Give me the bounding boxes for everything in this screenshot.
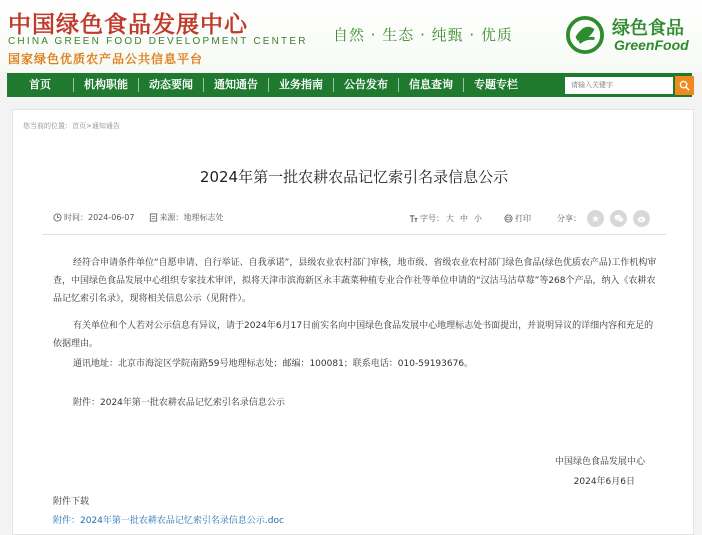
signature-date: 2024年6月6日 bbox=[573, 477, 635, 487]
article-meta bbox=[53, 212, 224, 223]
share-qzone-button[interactable] bbox=[587, 210, 604, 227]
contact-paragraph: 通讯地址：北京市海淀区学院南路59号地理标志处；邮编：100081；联系电话：010-59193676。 bbox=[73, 359, 474, 369]
wechat-icon bbox=[614, 214, 624, 223]
meta-divider bbox=[42, 234, 666, 235]
attachment-note: 附件：2024年第一批农耕农品记忆索引名录信息公示 bbox=[73, 398, 285, 408]
search-icon bbox=[679, 80, 690, 91]
nav-item-news[interactable]: 动态要闻 bbox=[149, 78, 193, 91]
font-size-label: 字号： bbox=[420, 214, 444, 223]
nav-item-guide[interactable]: 业务指南 bbox=[279, 78, 323, 91]
article-title: 2024年第一批农耕农品记忆索引名录信息公示 bbox=[199, 168, 509, 186]
download-heading: 附件下载 bbox=[53, 497, 90, 507]
weibo-icon bbox=[637, 214, 647, 223]
article-panel bbox=[12, 109, 694, 535]
nav-item-topics[interactable]: 专题专栏 bbox=[474, 78, 518, 91]
clock-icon bbox=[53, 213, 62, 222]
nav-item-home[interactable]: 首页 bbox=[29, 78, 51, 91]
nav-item-announcements[interactable]: 公告发布 bbox=[344, 78, 388, 91]
font-size-icon bbox=[409, 214, 418, 223]
search-input[interactable] bbox=[565, 77, 673, 94]
attachment-download-link[interactable]: 附件：2024年第一批农耕农品记忆索引名录信息公示.doc bbox=[53, 516, 284, 526]
article-source: 来源：地理标志处 bbox=[159, 213, 224, 222]
site-name-en: CHINA GREEN FOOD DEVELOPMENT CENTER bbox=[8, 36, 308, 47]
logo-text-cn: 绿色食品 bbox=[612, 18, 684, 39]
site-header bbox=[0, 0, 702, 72]
article-paragraph: 经符合申请条件单位“自愿申请、自行举证、自我承诺”，县级农业农村部门审核，地市级、省级农业农村部门绿色食品(绿色优质农产品)工作机构审查，中国绿色食品发展中心组织专家技术审评，拟将天津市滨海新区永丰蔬菜种植专业合作社等单位申请的“汉沽马沽草莓”等268个产品，纳入《农耕农品记忆索引名录》，现将相关信息公示（见附件）。 bbox=[53, 258, 657, 304]
font-size-large[interactable]: 大 bbox=[446, 214, 454, 223]
share-wechat-button[interactable] bbox=[610, 210, 627, 227]
signature-org: 中国绿色食品发展中心 bbox=[554, 457, 645, 467]
platform-name: 国家绿色优质农产品公共信息平台 bbox=[8, 52, 204, 66]
star-icon bbox=[591, 214, 600, 223]
font-size-small[interactable]: 小 bbox=[474, 214, 482, 223]
article-tools bbox=[409, 210, 650, 227]
share-label: 分享： bbox=[557, 214, 581, 223]
nav-item-notices[interactable]: 通知通告 bbox=[214, 78, 258, 91]
print-link[interactable]: 打印 bbox=[515, 214, 531, 223]
breadcrumb[interactable]: 您当前的位置：首页>通知通告 bbox=[23, 122, 120, 130]
nav-item-query[interactable]: 信息查询 bbox=[409, 78, 453, 91]
print-icon[interactable] bbox=[504, 214, 513, 223]
search-button[interactable] bbox=[675, 76, 694, 95]
font-size-medium[interactable]: 中 bbox=[460, 214, 468, 223]
site-name-cn[interactable]: 中国绿色食品发展中心 bbox=[8, 11, 248, 38]
source-icon bbox=[149, 213, 158, 222]
logo-text-en: GreenFood bbox=[614, 37, 689, 53]
main-nav bbox=[7, 73, 692, 97]
publish-time: 时间：2024-06-07 bbox=[64, 213, 135, 222]
green-food-logo-icon[interactable] bbox=[566, 16, 604, 54]
share-weibo-button[interactable] bbox=[633, 210, 650, 227]
slogan: 自然 · 生态 · 纯甄 · 优质 bbox=[333, 26, 513, 44]
article-paragraph: 有关单位和个人若对公示信息有异议，请于2024年6月17日前实名向中国绿色食品发展中心地理标志处书面提出，并说明异议的详细内容和充足的依据理由。 bbox=[53, 321, 654, 349]
nav-item-functions[interactable]: 机构职能 bbox=[84, 78, 128, 91]
